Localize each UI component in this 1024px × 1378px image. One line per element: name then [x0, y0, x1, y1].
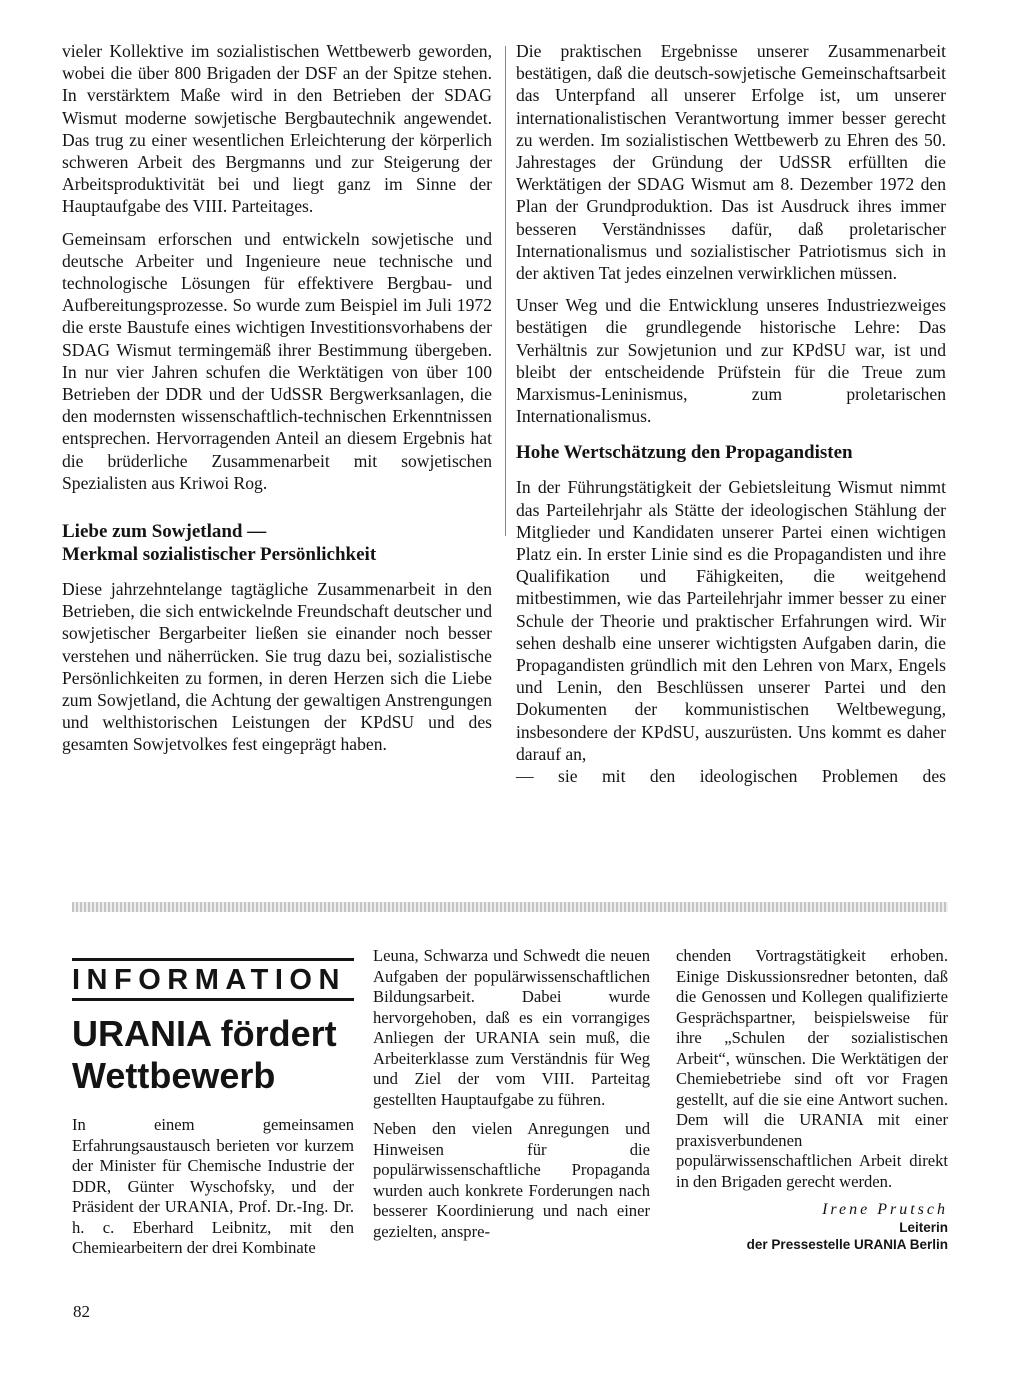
- heading-line: Liebe zum Sowjetland —: [62, 521, 267, 543]
- section-heading-liebe-zum-sowjetland: [62, 520, 492, 566]
- column-divider: [505, 46, 506, 536]
- signature-role: [676, 1219, 948, 1253]
- information-label: INFORMATION: [72, 958, 354, 1001]
- paragraph: chenden Vortragstätigkeit erhoben. Einige Diskussionsredner betonten, daß die Genossen und Kollegen qualifizierte Gesprächspartner, beispielsweise für ihre „Schulen der sozialistischen Arbeit“, wünschen. Die Werktätigen der Chemiebetriebe sind oft vor Fragen gestellt, auf die sie eine Antwort suchen. Dem will die URANIA mit einer praxisverbundenen populärwissenschaftlichen Arbeit direkt in den Brigaden gerecht werden.: [676, 946, 948, 1191]
- upper-left-column: [62, 40, 492, 756]
- paragraph: Leuna, Schwarza und Schwedt die neuen Aufgaben der populärwissenschaftlichen Bildungsarbeit. Dabei wurde hervorgehoben, daß es ein vorrangiges Anliegen der URANIA sein muß, die Arbeiterklasse zum Verständnis für Weg und Ziel der vom VIII. Parteitag gestellten Hauptaufgabe zu führen.: [373, 946, 650, 1109]
- information-middle-column: [373, 946, 650, 1242]
- information-right-column: [676, 946, 948, 1253]
- paragraph: Neben den vielen Anregungen und Hinweisen für die populärwissenschaftliche Propaganda wurden auch konkrete Forderungen nach besserer Koordinierung und nach einer gezielten, anspre-: [373, 1119, 650, 1241]
- paragraph: Diese jahrzehntelange tagtägliche Zusammenarbeit in den Betrieben, die sich entwickelnde Freundschaft deutscher und sowjetischer Bergarbeiter ließen sie einander noch besser verstehen und näherrücken. Sie trug dazu bei, sozialistische Persönlichkeiten zu formen, in deren Herzen sich die Liebe zum Sowjetland, die Achtung der gewaltigen Anstrengungen und welthistorischen Leistungen der KPdSU und des gesamten Sowjetvolkes fest eingeprägt haben.: [62, 579, 492, 755]
- upper-right-column: [516, 40, 946, 787]
- paragraph: Gemeinsam erforschen und entwickeln sowjetische und deutsche Arbeiter und Ingenieure neue technische und technologische Lösungen für effektivere Bergbau- und Aufbereitungsprozesse. So wurde zum Beispiel im Juli 1972 die erste Baustufe eines wichtigen Investitionsvorhabens der SDAG Wismut termingemäß ihrer Bestimmung übergeben. In nur vier Jahren schufen die Werktätigen von über 100 Betrieben der DDR und der UdSSR Bergwerksanlagen, die den modernsten wissenschaftlich-technischen Erkenntnissen entsprechen. Hervorragenden Anteil an diesem Ergebnis hat die brüderliche Zusammenarbeit mit sowjetischen Spezialisten aus Kriwoi Rog.: [62, 228, 492, 493]
- heading-line: Merkmal sozialistischer Persönlichkeit: [62, 544, 377, 566]
- headline-line: Wettbewerb: [72, 1055, 276, 1096]
- paragraph: In einem gemeinsamen Erfahrungsaustausch berieten vor kurzem der Minister für Chemische Industrie der DDR, Günter Wyschofsky, und der Präsident der URANIA, Prof. Dr.-Ing. Dr. h. c. Eberhard Leibnitz, mit den Chemiearbeitern der drei Kombinate: [72, 1115, 354, 1257]
- signature-name: Irene Prutsch: [822, 1201, 948, 1218]
- section-heading-hohe-wertschaetzung: Hohe Wertschätzung den Propagandisten: [516, 442, 853, 464]
- information-box: [72, 958, 354, 1268]
- paragraph: vieler Kollektive im sozialistischen Wettbewerb geworden, wobei die über 800 Brigaden der DSF an der Spitze stehen. In verstärktem Maße wird in den Betrieben der SDAG Wismut moderne sowjetische Bergbautechnik angewendet. Das trug zu einer wesentlichen Erleichterung der körperlich schweren Arbeit des Bergmanns und zur Steigerung der Arbeitsproduktivität bei und liegt ganz im Sinne der Hauptaufgabe des VIII. Parteitages.: [62, 41, 492, 217]
- dash-list-item: — sie mit den ideologischen Problemen des: [516, 766, 946, 787]
- page-number: 82: [73, 1302, 90, 1321]
- signature-role-line: Leiterin: [899, 1220, 948, 1235]
- paragraph: Die praktischen Ergebnisse unserer Zusammenarbeit bestätigen, daß die deutsch-sowjetische Gemeinschaftsarbeit das Unterpfand all unserer Erfolge ist, um unserer internationalistischen Verantwortung immer besser gerecht zu werden. Im sozialistischen Wettbewerb zu Ehren des 50. Jahrestages der Gründung der UdSSR erfüllten die Werktätigen der SDAG Wismut am 8. Dezember 1972 den Plan der Grundproduktion. Das ist Ausdruck ihres immer besseren Verständnisses dafür, daß proletarischer Internationalismus und sozialistischer Patriotismus sich in der aktiven Tat jedes einzelnen verwirklichen müssen.: [516, 41, 946, 284]
- signature-role-line: der Pressestelle URANIA Berlin: [746, 1237, 948, 1252]
- halftone-separator: [72, 902, 948, 912]
- headline-line: URANIA fördert: [72, 1013, 337, 1054]
- information-headline: [72, 1013, 354, 1097]
- paragraph: In der Führungstätigkeit der Gebietsleitung Wismut nimmt das Parteilehrjahr als Stätte der ideologischen Stählung der Mitglieder und Kandidaten unserer Partei einen wichtigen Platz ein. In erster Linie sind es die Propagandisten und ihre Qualifikation und Fähigkeiten, die weitgehend mitbestimmen, wie das Parteilehrjahr immer besser zu einer Schule der Theorie und praktischer Erfahrungen wird. Wir sehen deshalb eine unserer wichtigsten Aufgaben darin, die Propagandisten gründlich mit den Lehren von Marx, Engels und Lenin, den Beschlüssen unserer Partei und den Dokumenten der kommunistischen Weltbewegung, insbesondere der KPdSU, auszurüsten. Uns kommt es daher darauf an,: [516, 477, 946, 764]
- paragraph: Unser Weg und die Entwicklung unseres Industriezweiges bestätigen die grundlegende historische Lehre: Das Verhältnis zur Sowjetunion und zur KPdSU war, ist und bleibt der entscheidende Prüfstein für die Treue zum Marxismus-Leninismus, zum proletarischen Internationalismus.: [516, 295, 946, 427]
